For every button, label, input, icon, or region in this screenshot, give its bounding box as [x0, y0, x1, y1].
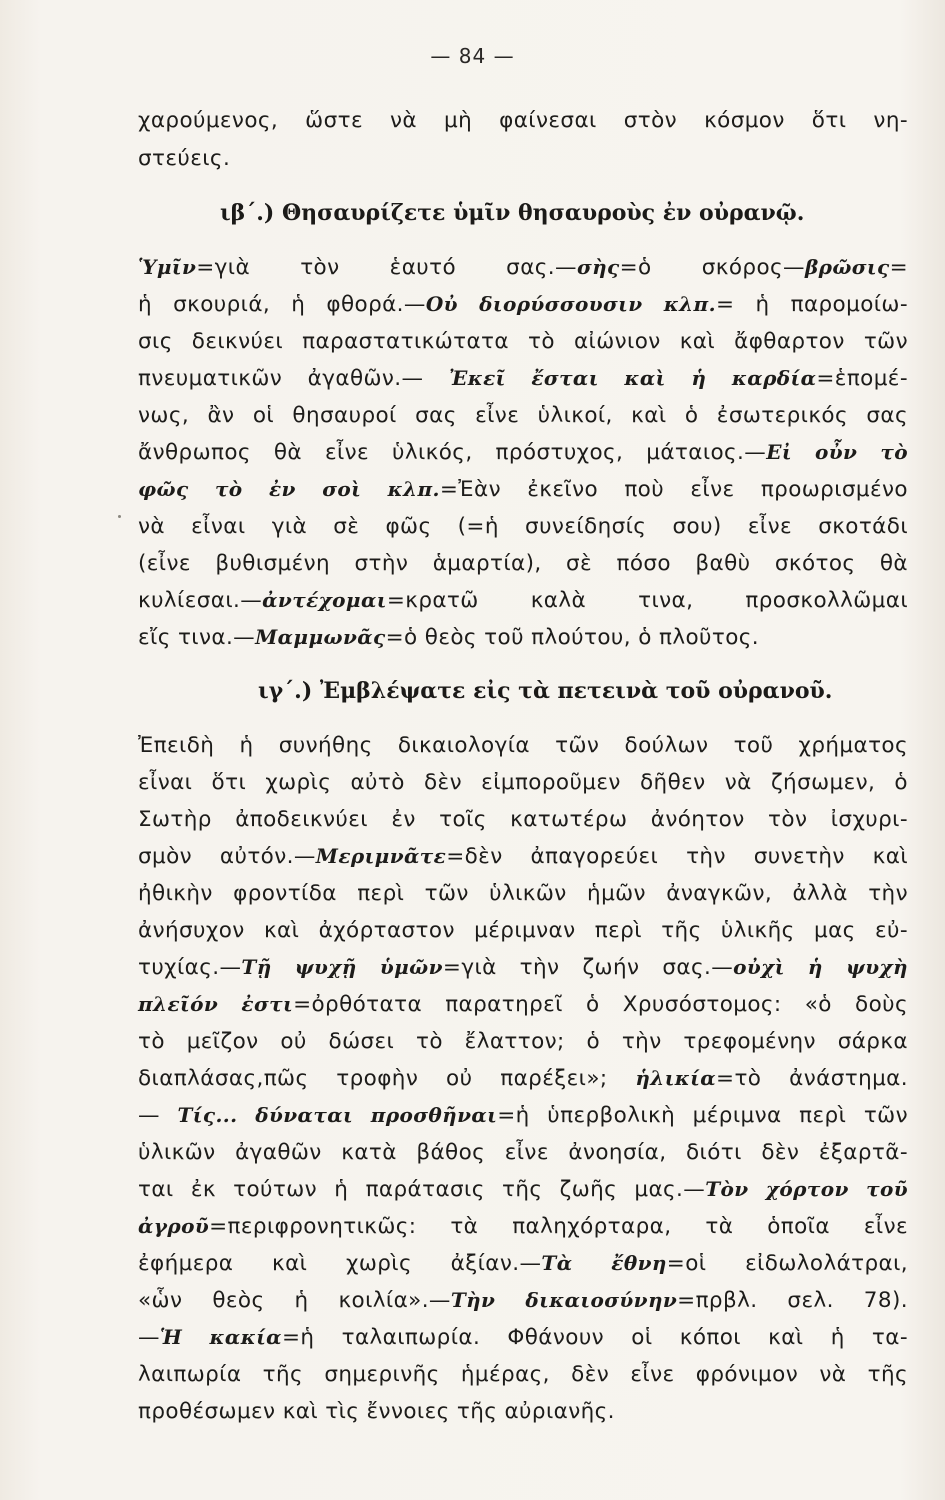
emphasized-term: σὴς [576, 255, 620, 279]
text-line [138, 1399, 908, 1424]
text-line [138, 477, 908, 502]
text-run: Ἐπειδὴ ἡ συνήθης δικαιολογία τῶν δούλων τοῦ χρήματος [138, 733, 908, 758]
text-line [138, 918, 908, 943]
text-line [138, 108, 908, 133]
text-line [138, 1140, 908, 1165]
text-run: =κρατῶ καλὰ τινα, προσκολλῶμαι [386, 588, 908, 613]
text-run: ιβ΄.) Θησαυρίζετε ὑμῖν θησαυροὺς ἐν οὐρανῷ. [220, 200, 805, 226]
text-line [138, 1325, 908, 1350]
emphasized-term: Τῇ ψυχῇ ὑμῶν [241, 955, 443, 979]
text-run: =Ἐὰν ἐκεῖνο ποὺ εἶνε προωρισμένο [439, 477, 908, 502]
text-line [138, 514, 908, 539]
text-run: διαπλάσας,πῶς τροφὴν οὐ παρέξει»; [138, 1066, 636, 1091]
text-run: στεύεις. [138, 146, 231, 171]
text-line [138, 844, 908, 869]
text-run: =οἱ εἰδωλολάτραι, [666, 1251, 909, 1276]
text-run: =γιὰ τὴν ζωήν σας.— [442, 955, 734, 980]
text-run: =ὁ σκόρος— [619, 255, 805, 280]
emphasized-term: Ὑμῖν [138, 255, 197, 279]
text-run: =ἡ ὑπερβολικὴ μέριμνα περὶ τῶν [497, 1103, 908, 1128]
emphasized-term: ἀντέχομαι [262, 588, 387, 612]
text-run: λαιπωρία τῆς σημερινῆς ἡμέρας, δὲν εἶνε φρόνιμον νὰ τῆς [138, 1362, 908, 1387]
emphasized-term: Εἰ οὖν τὸ [766, 440, 908, 464]
emphasized-term: βρῶσις [804, 255, 890, 279]
text-run: — [138, 1325, 160, 1350]
emphasized-term: Τὸν χόρτον τοῦ [705, 1177, 908, 1201]
text-line [138, 1362, 908, 1387]
text-line [138, 1103, 908, 1128]
text-line [138, 1177, 908, 1202]
text-run: =ἡ ταλαιπωρία. Φθάνουν οἱ κόποι καὶ ἡ τα- [281, 1325, 909, 1350]
text-run: εἴς τινα.— [138, 625, 256, 650]
emphasized-term: ἡλικία [635, 1066, 717, 1090]
text-run: =γιὰ τὸν ἑαυτό σας.— [196, 255, 577, 280]
text-line [138, 403, 908, 428]
page-number: — 84 — [430, 44, 515, 68]
emphasized-term: φῶς τὸ ἐν σοὶ κλπ. [138, 477, 440, 501]
text-run: =δὲν ἀπαγορεύει τὴν συνετὴν καὶ [446, 844, 908, 869]
emphasized-term: Τὴν δικαιοσύνην [450, 1288, 678, 1312]
text-run: =ὀρθότατα παρατηρεῖ ὁ Χρυσόστομος: «ὁ δοὺς [293, 992, 908, 1017]
text-line [138, 1214, 908, 1239]
text-run: = ἡ παρομοίω- [715, 292, 908, 317]
text-run: ἀνήσυχον καὶ ἀχόρταστον μέριμναν περὶ τῆς ὑλικῆς μας εὐ- [138, 918, 908, 943]
emphasized-term: Ἐκεῖ ἔσται καὶ ἡ καρδία [448, 366, 817, 390]
text-run: σμὸν αὐτόν.— [138, 844, 316, 869]
text-line [138, 1251, 908, 1276]
text-run: νως, ἂν οἱ θησαυροί σας εἶνε ὑλικοί, καὶ ὁ ἐσωτερικός σας [138, 403, 908, 428]
scan-speck [118, 515, 121, 518]
emphasized-term: Τὰ ἔθνη [541, 1251, 667, 1275]
text-run: εἶναι ὅτι χωρὶς αὐτὸ δὲν εἰμποροῦμεν δῆθεν νὰ ζήσωμεν, ὁ [138, 770, 908, 795]
text-run: — [138, 1103, 178, 1128]
text-line [138, 770, 908, 795]
text-run: ται ἐκ τούτων ἡ παράτασις τῆς ζωῆς μας.— [138, 1177, 706, 1202]
text-run: ἐφήμερα καὶ χωρὶς ἀξίαν.— [138, 1251, 542, 1276]
emphasized-term: Τίς... δύναται προσθῆναι [177, 1103, 498, 1127]
text-run: ιγ΄.) Ἐμβλέψατε εἰς τὰ πετεινὰ τοῦ οὐρανοῦ. [258, 678, 833, 704]
text-run: ὑλικῶν ἀγαθῶν κατὰ βάθος εἶνε ἀνοησία, διότι δὲν ἐξαρτᾶ- [138, 1140, 908, 1165]
emphasized-term: Οὐ διορύσσουσιν κλπ. [425, 292, 716, 316]
text-line [138, 955, 908, 980]
text-line [138, 146, 908, 171]
text-run: τυχίας.— [138, 955, 242, 980]
text-run: = [889, 255, 909, 280]
text-run: ἄνθρωπος θὰ εἶνε ὑλικός, πρόστυχος, μάταιος.— [138, 440, 767, 465]
text-run: χαρούμενος, ὥστε νὰ μὴ φαίνεσαι στὸν κόσμον ὅτι νη- [138, 108, 908, 133]
text-line [138, 625, 908, 650]
text-run: κυλίεσαι.— [138, 588, 263, 613]
section-heading [258, 678, 832, 704]
text-run: σις δεικνύει παραστατικώτατα τὸ αἰώνιον καὶ ἄφθαρτον τῶν [138, 329, 908, 354]
text-run: τὸ μεῖζον οὐ δώσει τὸ ἔλαττον; ὁ τὴν τρεφομένην σάρκα [138, 1029, 908, 1054]
text-run: ἡ σκουριά, ἡ φθορά.— [138, 292, 426, 317]
emphasized-term: οὐχὶ ἡ ψυχὴ [733, 955, 908, 979]
text-run: Σωτὴρ ἀποδεικνύει ἐν τοῖς κατωτέρω ἀνόητον τὸν ἰσχυρι- [138, 807, 908, 832]
text-line [138, 551, 908, 576]
text-run: =ὁ θεὸς τοῦ πλούτου, ὁ πλοῦτος. [385, 625, 760, 650]
text-run: =ἑπομέ- [816, 366, 908, 391]
text-run: ἠθικὴν φροντίδα περὶ τῶν ὑλικῶν ἡμῶν ἀναγκῶν, ἀλλὰ τὴν [138, 881, 908, 906]
text-run: πνευματικῶν ἀγαθῶν.— [138, 366, 449, 391]
text-run: =τὸ ἀνάστημα. [716, 1066, 908, 1091]
section-heading [220, 200, 804, 226]
text-run: =περιφρονητικῶς: τὰ παληχόρταρα, τὰ ὁποῖα εἶνε [209, 1214, 908, 1239]
text-line [138, 255, 908, 280]
text-run: προθέσωμεν καὶ τὶς ἔννοιες τῆς αὐριανῆς. [138, 1399, 615, 1424]
text-line [138, 366, 908, 391]
text-line [138, 1288, 908, 1313]
text-line [138, 733, 908, 758]
text-line [138, 1029, 908, 1054]
text-line [138, 329, 908, 354]
emphasized-term: ἀγροῦ [138, 1214, 210, 1238]
text-run: =πρβλ. σελ. 78). [677, 1288, 908, 1313]
text-run: «ὧν θεὸς ἡ κοιλία».— [138, 1288, 451, 1313]
text-line [138, 807, 908, 832]
emphasized-term: Μεριμνᾶτε [315, 844, 447, 868]
emphasized-term: Ἡ κακία [159, 1325, 282, 1349]
text-line [138, 881, 908, 906]
text-run: (εἶνε βυθισμένη στὴν ἁμαρτία), σὲ πόσο βαθὺ σκότος θὰ [138, 551, 908, 576]
text-line [138, 588, 908, 613]
emphasized-term: Μαμμωνᾶς [255, 625, 386, 649]
text-run: νὰ εἶναι γιὰ σὲ φῶς (=ἡ συνείδησίς σου) εἶνε σκοτάδι [138, 514, 908, 539]
text-line [138, 992, 908, 1017]
emphasized-term: πλεῖόν ἐστι [138, 992, 294, 1016]
text-line [138, 292, 908, 317]
text-line [138, 440, 908, 465]
text-line [138, 1066, 908, 1091]
